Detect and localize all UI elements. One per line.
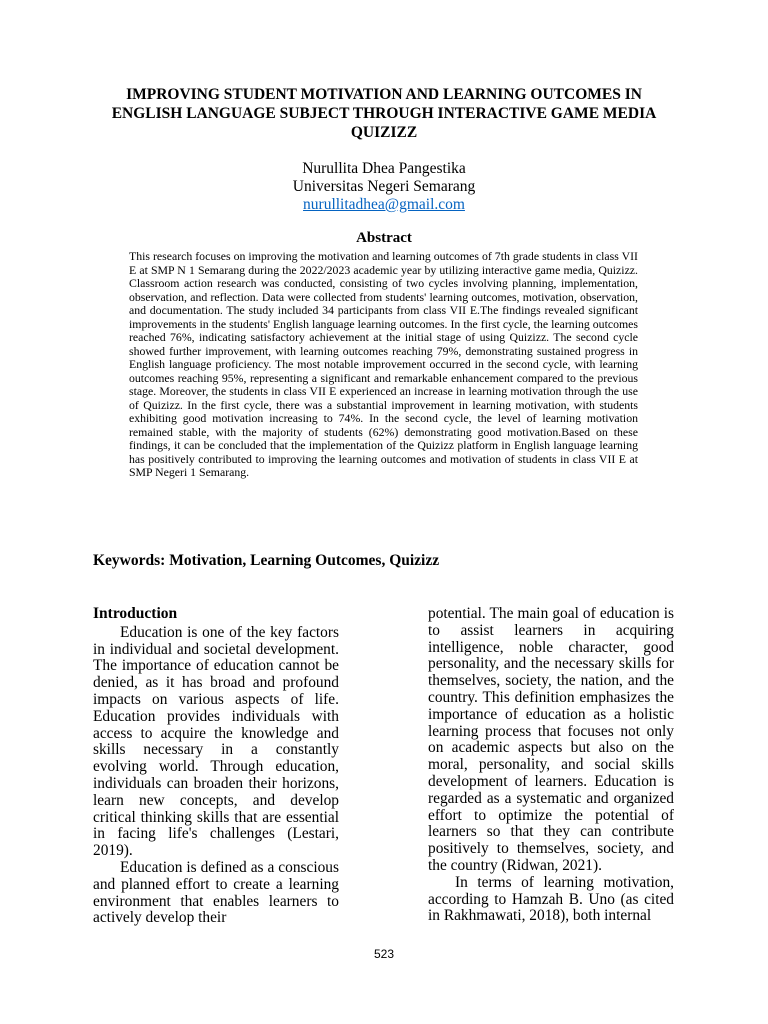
abstract-body: This research focuses on improving the motivation and learning outcomes of 7th grade students in class VII E at SMP N 1 Semarang during the 2022/2023 academic year by utilizing interactive game media, Quizizz. Classroom action research was conducted, consisting of two cycles involving planning, implementation, observation, and reflection. Data were collected from students' learning outcomes, motivation, observation, and documentation. The study included 34 participants from class VII E.The findings revealed significant improvements in the students' English language learning outcomes. In the first cycle, the learning outcomes reached 76%, indicating satisfactory achievement at the initial stage of using Quizizz. The second cycle showed further improvement, with learning outcomes reaching 79%, demonstrating sustained progress in English language proficiency. The most notable improvement occurred in the second cycle, with learning outcomes reaching 95%, representing a significant and remarkable enhancement compared to the previous stage. Moreover, the students in class VII E experienced an increase in learning motivation through the use of Quizizz. In the first cycle, there was a substantial improvement in learning motivation, with students exhibiting good motivation increasing to 74%. In the second cycle, the level of learning motivation remained stable, with the majority of students (62%) demonstrating good motivation.Based on these findings, it can be concluded that the implementation of the Quizizz platform in English language learning has positively contributed to improving the learning outcomes and motivation of students in class VII E at SMP Negeri 1 Semarang. <box>129 249 638 479</box>
right-column <box>428 606 674 925</box>
body-paragraph: In terms of learning motivation, according to Hamzah B. Uno (as cited in Rakhmawati, 2018), both internal <box>428 873 674 925</box>
abstract-heading: Abstract <box>356 230 412 246</box>
author-name: Nurullita Dhea Pangestika <box>302 160 466 177</box>
author-email-link[interactable]: nurullitadhea@gmail.com <box>303 196 465 213</box>
page-number: 523 <box>373 947 395 961</box>
keywords-line: Keywords: Motivation, Learning Outcomes, Quizizz <box>93 552 440 569</box>
body-paragraph: Education is one of the key factors in individual and societal development. The importance of education cannot be denied, as it has broad and profound impacts on various aspects of life. Education provides individuals with access to acquire the knowledge and skills necessary in a constantly evolving world. Through education, individuals can broaden their horizons, learn new concepts, and develop critical thinking skills that are essential in facing life's challenges (Lestari, 2019). <box>93 623 339 860</box>
introduction-heading: Introduction <box>93 605 178 622</box>
left-column <box>93 606 339 927</box>
body-paragraph: Education is defined as a conscious and planned effort to create a learning environment that enables learners to actively develop their <box>93 858 339 927</box>
paper-title: IMPROVING STUDENT MOTIVATION AND LEARNING OUTCOMES IN ENGLISH LANGUAGE SUBJECT THROUGH INTERACTIVE GAME MEDIA QUIZIZZ <box>111 86 657 141</box>
body-paragraph: potential. The main goal of education is to assist learners in acquiring intelligence, noble character, good personality, and the necessary skills for themselves, society, the nation, and the country. This definition emphasizes the importance of education as a holistic learning process that focuses not only on academic aspects but also on the moral, personality, and social skills development of learners. Education is regarded as a systematic and organized effort to optimize the potential of learners so that they can contribute positively to themselves, society, and the country (Ridwan, 2021). <box>428 605 674 874</box>
author-institution: Universitas Negeri Semarang <box>292 178 476 195</box>
